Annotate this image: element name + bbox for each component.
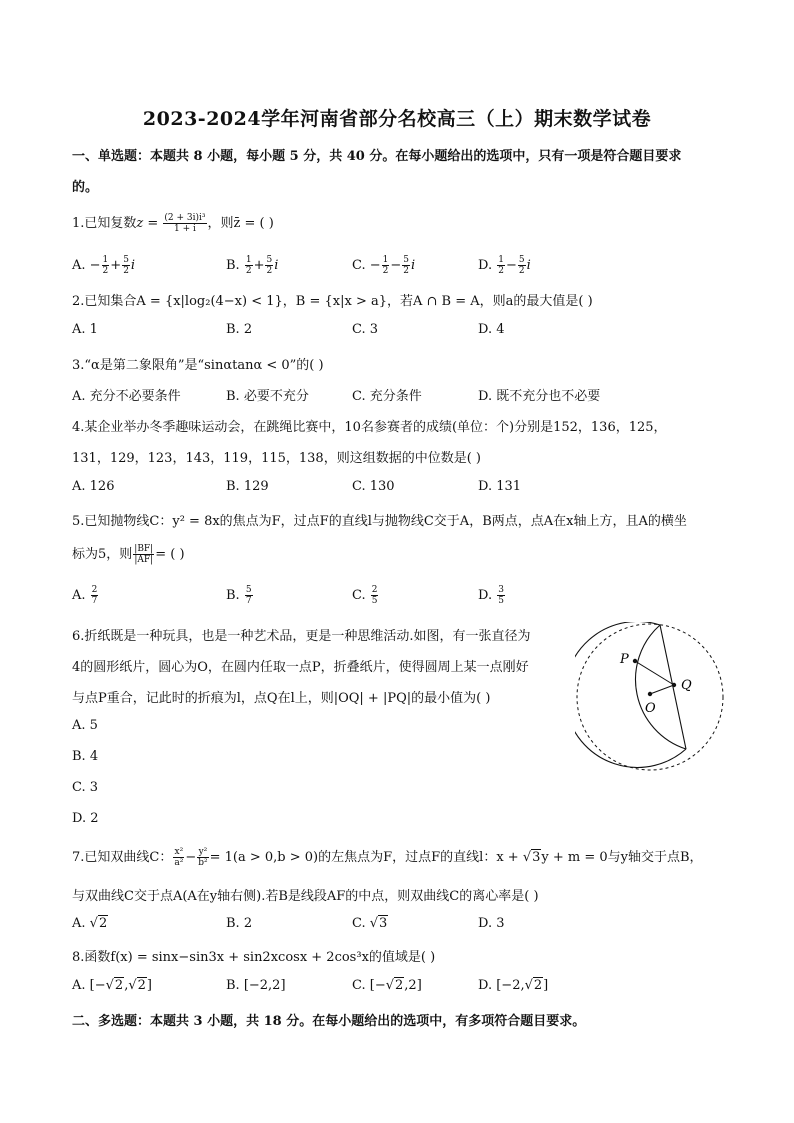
q5-opt-frac-den: 7: [245, 596, 252, 606]
option-unit: i: [130, 258, 136, 273]
q1-option-a: [72, 255, 135, 276]
q3-option-b: B. 必要不充分: [226, 389, 309, 404]
q3-option-d: D. 既不充分也不必要: [478, 389, 601, 404]
q1-opt-frac-a: [102, 255, 110, 276]
q1-opt-frac-a: [382, 255, 390, 276]
q1-opt-frac-a-den: 2: [245, 266, 252, 276]
q2-stem: 2.已知集合A = {x|log₂(4−x) < 1}，B = {x|x > a}，若A ∩ B = A，则a的最大值是( ): [72, 294, 593, 309]
sqrt-sign: √: [89, 916, 98, 931]
q1-opt-frac-a-num: 1: [245, 255, 252, 265]
option-label: B. [−2,2]: [226, 978, 286, 993]
point-o: [648, 692, 652, 696]
q5-option-b: [226, 585, 254, 606]
q5-stem-line2-suffix: = ( ): [155, 547, 185, 562]
option-label: D. [−2,: [478, 978, 525, 993]
option-op: −: [505, 258, 517, 273]
q7-stem-prefix: 7.已知双曲线C：: [72, 850, 173, 865]
option-op: +: [110, 258, 122, 273]
sqrt-radicand: 3: [379, 916, 388, 931]
q7-sqrt3: 3: [532, 850, 541, 865]
option-label: B.: [226, 588, 244, 603]
folded-arc: [636, 625, 686, 749]
q6-circle-figure: [575, 622, 725, 772]
section2-heading: 二、多选题：本题共 3 小题，共 18 分。在每小题给出的选项中，有多项符合题目要求。: [72, 1014, 586, 1029]
sqrt-sign: √: [524, 978, 533, 993]
q5-option-d: [478, 585, 506, 606]
sqrt-radicand: 2: [395, 978, 404, 993]
q1-option-d: [478, 255, 531, 276]
q7-x-num: x²: [174, 847, 184, 857]
q7-stem-suffix: y + m = 0与y轴交于点B，: [541, 850, 703, 865]
q5-stem-line2-prefix: 标为5，则: [72, 547, 133, 562]
q5-opt-frac-num: 2: [371, 585, 378, 595]
q1-option-c: [352, 255, 415, 276]
q1-frac-den: 1 + i: [174, 224, 196, 234]
q7-stem-line1: 7.已知双曲线C： $\frac{\text{x²}}{\text{a²}}$ − $\frac{\text{y²}}{\text{b²}}$ = 1(a > 0,b > 0)的左焦点为F，过点F的直线l：x + √3y + m = 0与y轴交于点B，: [72, 847, 703, 868]
label-p: P: [620, 652, 629, 667]
q5-opt-frac-num: 5: [245, 585, 252, 595]
q1-opt-frac-a-num: 1: [102, 255, 109, 265]
q2-option-b: B. 2: [226, 322, 253, 337]
q7-option-b: [226, 916, 252, 931]
sqrt-radicand: 2: [533, 978, 543, 993]
q7-option-c: [352, 916, 388, 931]
point-p: [633, 659, 637, 663]
section1-heading-line1: 一、单选题：本题共 8 小题，每小题 5 分，共 40 分。在每小题给出的选项中，只有一项是符合题目要求: [72, 149, 682, 164]
option-label: D.: [478, 258, 497, 273]
q3-option-c: C. 充分条件: [352, 389, 422, 404]
q6-option-c: C. 3: [72, 780, 99, 795]
q6-option-d: D. 2: [72, 811, 99, 826]
option-label: B.: [226, 258, 244, 273]
q1-opt-frac-a: [497, 255, 505, 276]
q8-option-d: [478, 978, 548, 993]
q1-opt-frac-b-den: 2: [403, 266, 410, 276]
q1-opt-frac-b-num: 5: [123, 255, 129, 265]
q7-option-d: [478, 916, 505, 931]
option-post: ]: [146, 978, 152, 993]
q7-y-frac: [197, 847, 208, 868]
q3-option-a: A. 充分不必要条件: [72, 389, 181, 404]
sqrt-radicand: 2: [98, 916, 108, 931]
q1-opt-frac-b: [122, 255, 130, 276]
q1-opt-frac-a-den: 2: [102, 266, 109, 276]
sqrt-sign: √: [385, 978, 395, 993]
q2-option-d: D. 4: [478, 322, 505, 337]
q4-stem-line1: 4.某企业举办冬季趣味运动会，在跳绳比赛中，10名参赛者的成绩(单位：个)分别是152，136，125，: [72, 420, 667, 435]
q5-option-c: [352, 585, 379, 606]
q5-opt-frac-den: 5: [498, 596, 504, 606]
q5-stem-line1: 5.已知抛物线C：y² = 8x的焦点为F，过点F的直线l与抛物线C交于A，B两点，点A在x轴上方，且A的横坐: [72, 514, 687, 529]
q3-stem: 3.“α是第二象限角”是“sinαtanα < 0”的( ): [72, 358, 324, 373]
option-label: A.: [72, 588, 90, 603]
q6-stem-line3: 与点P重合，记此时的折痕为l，点Q在l上，则|OQ| + |PQ|的最小值为( ): [72, 691, 491, 706]
option-unit: i: [411, 258, 416, 273]
option-op: +: [253, 258, 265, 273]
page-title: 2023-2024学年河南省部分名校高三（上）期末数学试卷: [142, 108, 652, 130]
q8-option-a: [72, 978, 152, 993]
option-label: C. −: [352, 258, 381, 273]
option-label: D. 3: [478, 916, 505, 931]
q1-opt-frac-b-den: 2: [266, 266, 273, 276]
q1-opt-frac-b-num: 5: [403, 255, 410, 265]
q7-stem-line2: 与双曲线C交于点A(A在y轴右侧).若B是线段AF的中点，则双曲线C的离心率是( ): [72, 889, 539, 904]
option-unit: i: [274, 258, 279, 273]
q4-option-a: A. 126: [72, 479, 115, 494]
option-label: B. 2: [226, 916, 253, 931]
q5-opt-frac: [91, 585, 99, 606]
q1-opt-frac-b-num: 5: [518, 255, 525, 265]
q8-option-c: [352, 978, 422, 993]
q5-frac-den: |AF|: [134, 555, 154, 565]
q1-opt-frac-b: [402, 255, 410, 276]
q7-stem-mid: = 1(a > 0,b > 0)的左焦点为F，过点F的直线l：x +: [209, 850, 523, 865]
q7-x-den: a²: [174, 858, 184, 868]
q6-stem-line2: 4的圆形纸片，圆心为O，在圆内任取一点P，折叠纸片，使得圆周上某一点刚好: [72, 660, 529, 675]
circle-outline: [575, 622, 686, 767]
q1-stem-suffix: ，则z̄ = ( ): [207, 216, 274, 231]
q5-fraction: [133, 544, 154, 565]
option-label: C.: [352, 916, 370, 931]
point-q: [672, 683, 676, 687]
q1-fraction: [163, 213, 206, 234]
q6-option-b: B. 4: [72, 749, 99, 764]
q1-opt-frac-a-num: 1: [382, 255, 389, 265]
section1-heading-line2: 的。: [72, 180, 99, 195]
q1-opt-frac-b: [518, 255, 526, 276]
option-label: A. [−: [72, 978, 106, 993]
q6-option-a: A. 5: [72, 718, 98, 733]
q5-opt-frac: [497, 585, 505, 606]
option-label: C.: [352, 588, 370, 603]
option-label: D.: [478, 588, 497, 603]
q2-option-c: C. 3: [352, 322, 379, 337]
q1-stem-prefix: 1.已知复数: [72, 216, 137, 231]
q5-frac-num: |BF|: [134, 544, 154, 554]
q8-stem: 8.函数f(x) = sinx−sin3x + sin2xcosx + 2cos³x的值域是( ): [72, 950, 436, 965]
q5-option-a: [72, 585, 99, 606]
q6-stem-line1: 6.折纸既是一种玩具，也是一种艺术品，更是一种思维活动.如图，有一张直径为: [72, 629, 531, 644]
q4-stem-line2: 131，129，123，143，119，115，138，则这组数据的中位数是( ): [72, 451, 481, 466]
q1-stem: [72, 212, 274, 234]
q5-opt-frac-num: 2: [91, 585, 98, 595]
q5-opt-frac-den: 5: [371, 596, 378, 606]
label-o: O: [645, 701, 656, 716]
q7-y-num: y²: [198, 847, 208, 857]
option-unit: i: [526, 258, 531, 273]
q1-frac-num: (2 + 3i)i³: [164, 213, 206, 223]
q1-opt-frac-a-den: 2: [382, 266, 389, 276]
option-label: A. −: [72, 258, 101, 273]
q1-opt-frac-a-den: 2: [498, 266, 504, 276]
sqrt-sign: √: [369, 916, 379, 931]
q1-opt-frac-b-num: 5: [266, 255, 273, 265]
q8-option-b: [226, 978, 286, 993]
q7-x-frac: [173, 847, 184, 868]
q4-option-b: B. 129: [226, 479, 269, 494]
option-post: ]: [543, 978, 549, 993]
sqrt-radicand: 2: [114, 978, 124, 993]
q1-opt-frac-b-den: 2: [123, 266, 129, 276]
q2-option-a: A. 1: [72, 322, 98, 337]
q4-option-c: C. 130: [352, 479, 395, 494]
q1-opt-frac-a: [245, 255, 253, 276]
q1-opt-frac-a-num: 1: [498, 255, 504, 265]
q1-opt-frac-b-den: 2: [518, 266, 525, 276]
sqrt-sign: √: [128, 978, 137, 993]
q5-opt-frac: [245, 585, 253, 606]
sqrt-radicand: 2: [137, 978, 146, 993]
q1-lhs: z =: [136, 216, 159, 231]
q7-y-den: b²: [198, 858, 208, 868]
q4-option-d: D. 131: [478, 479, 522, 494]
segment-oq: [650, 685, 674, 694]
q5-opt-frac-den: 7: [91, 596, 98, 606]
q1-option-b: [226, 255, 278, 276]
label-q: Q: [681, 678, 692, 693]
option-op: −: [390, 258, 402, 273]
option-mid: ,: [124, 978, 129, 993]
option-label: C. [−: [352, 978, 386, 993]
q1-opt-frac-b: [265, 255, 273, 276]
sqrt-sign: √: [105, 978, 114, 993]
q5-opt-frac: [371, 585, 379, 606]
q7-option-a: [72, 916, 108, 931]
q5-stem-line2: [72, 543, 185, 565]
option-mid: ,2]: [404, 978, 422, 993]
option-label: A.: [72, 916, 90, 931]
fold-dashed-arc: [577, 624, 723, 770]
q5-opt-frac-num: 3: [498, 585, 504, 595]
